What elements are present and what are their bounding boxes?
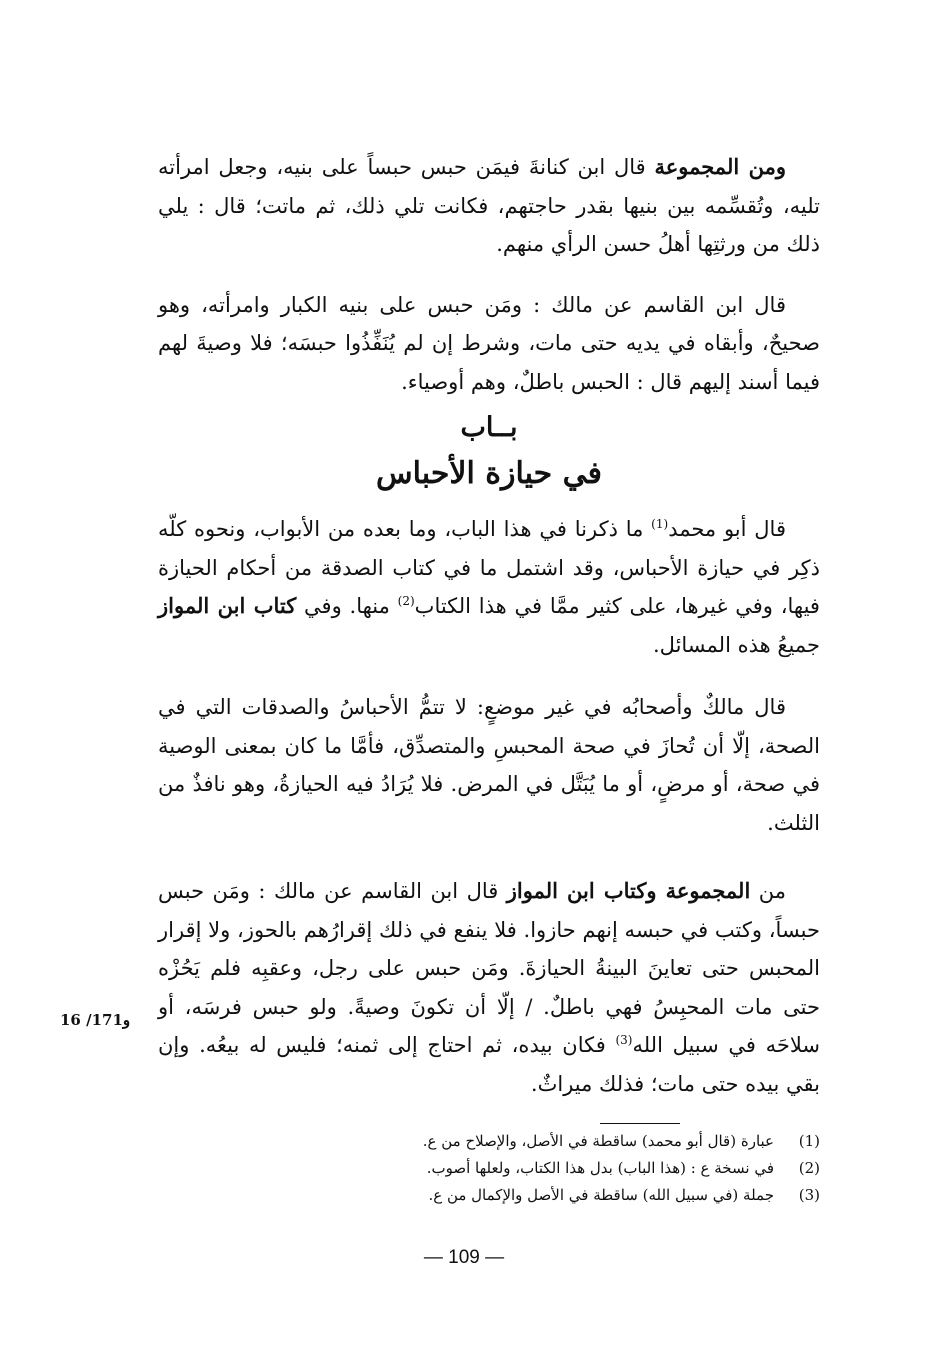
footnote-3-number: (3) (798, 1186, 820, 1204)
paragraph-3 (158, 510, 820, 664)
footnote-ref-3: (3) (615, 1033, 633, 1047)
footnote-2 (300, 1155, 820, 1182)
p3-book-name: كتاب ابن المواز (158, 593, 297, 618)
paragraph-2-text: قال ابن القاسم عن مالك : ومَن حبس على بنيه الكبار وامرأته، وهو صحيحٌ، وأبقاه في يديه حتى مات، وشرط إن لم يُنَفِّذُوا حبسَه؛ فلا وصيةَ لهم فيما أسند إليهم قال : الحبس باطلٌ، وهم أوصياء. (158, 292, 820, 394)
manuscript-folio-note: 16 /171و (60, 1011, 131, 1029)
paragraph-2 (158, 286, 820, 402)
paragraph-4 (158, 688, 820, 842)
p3-part4: جميعُ هذه المسائل. (652, 632, 820, 657)
p3-part2: ما ذكرنا في هذا الباب، وما بعده من الأبواب، ونحوه كلّه ذكِر في حيازة الأحباس، وقد اشتمل ما في كتاب الصدقة من أحكام الحيازة فيها، وفي غيرها، على كثير ممَّا في هذا الكتاب (158, 517, 820, 618)
p5-part2: قال ابن القاسم عن مالك : ومَن حبس حبساً، وكتب في حبسه إنهم حازوا. فلا ينفع في ذلك إقرارُهم بالحوز، ولا إقرار المحبس حتى تعاينَ البينةُ الحيازةَ. ومَن حبس على رجل، وعقبِه فلم يَحُزْه حتى مات المحبِسُ فهي باطلٌ. / إلّا أن تكونَ وصيةً. ولو حبس فرسَه، أو سلاحَه في سبيل الله (158, 879, 820, 1057)
paragraph-4-body: قال مالكٌ وأصحابُه في غير موضعٍ: لا تتمُّ الأحباسُ والصدقات التي في الصحة، إلّا أن تُحازَ في صحة المحبسِ والمتصدِّق، فأمَّا ما كان بمعنى الوصية في صحة، أو مرضٍ، أو ما يُبَتَّل في المرض. فلا يُرَادُ فيه الحيازةُ، وهو نافذٌ من الثلث. (158, 695, 820, 835)
top-paragraphs (158, 148, 820, 401)
chapter-title: في حيازة الأحباس (376, 456, 602, 491)
paragraph-5 (158, 872, 820, 1103)
paragraph-3-body (158, 510, 820, 664)
p5-part3: فكان بيده، ثم احتاج إلى ثمنه؛ فليس له بيعُه. وإن بقي بيده حتى مات؛ فذلك ميراثٌ. (158, 1033, 820, 1096)
footnote-1-text: عبارة (قال أبو محمد) ساقطة في الأصل، والإصلاح من ع. (422, 1132, 774, 1150)
footnote-1 (300, 1128, 820, 1155)
p5-sources: المجموعة وكتاب ابن المواز (506, 878, 751, 903)
footnote-2-number: (2) (798, 1159, 820, 1177)
chapter-label: بــاب (460, 412, 518, 443)
footnote-3-text: جملة (في سبيل الله) ساقطة في الأصل والإكمال من ع. (428, 1186, 774, 1204)
p5-part1: من (750, 879, 786, 903)
paragraph-5-body (158, 872, 820, 1103)
p3-part1: قال أبو محمد (668, 517, 786, 541)
p3-part3: منها. وفي (296, 594, 398, 618)
source-name: ومن المجموعة (654, 154, 786, 179)
footnotes (300, 1128, 820, 1209)
footnote-3 (300, 1182, 820, 1209)
footnote-ref-1: (1) (651, 517, 669, 531)
footnote-separator (600, 1123, 680, 1124)
footnote-1-number: (1) (798, 1132, 820, 1150)
page-number: — 109 — (423, 1247, 505, 1268)
paragraph-1-text: قال ابن كنانةَ فيمَن حبس حبساً على بنيه، وجعل امرأته تليه، وتُقسِّمه بين بنيها بقدر حاجتهم، فكانت تلي ذلك، ثم ماتت؛ قال : يلي ذلك من ورثتِها أهلُ حسن الرأي منهم. (158, 155, 820, 256)
paragraph-1 (158, 148, 820, 264)
footnote-2-text: في نسخة ع : (هذا الباب) بدل هذا الكتاب، ولعلها أصوب. (426, 1159, 774, 1177)
footnote-ref-2: (2) (397, 594, 415, 608)
